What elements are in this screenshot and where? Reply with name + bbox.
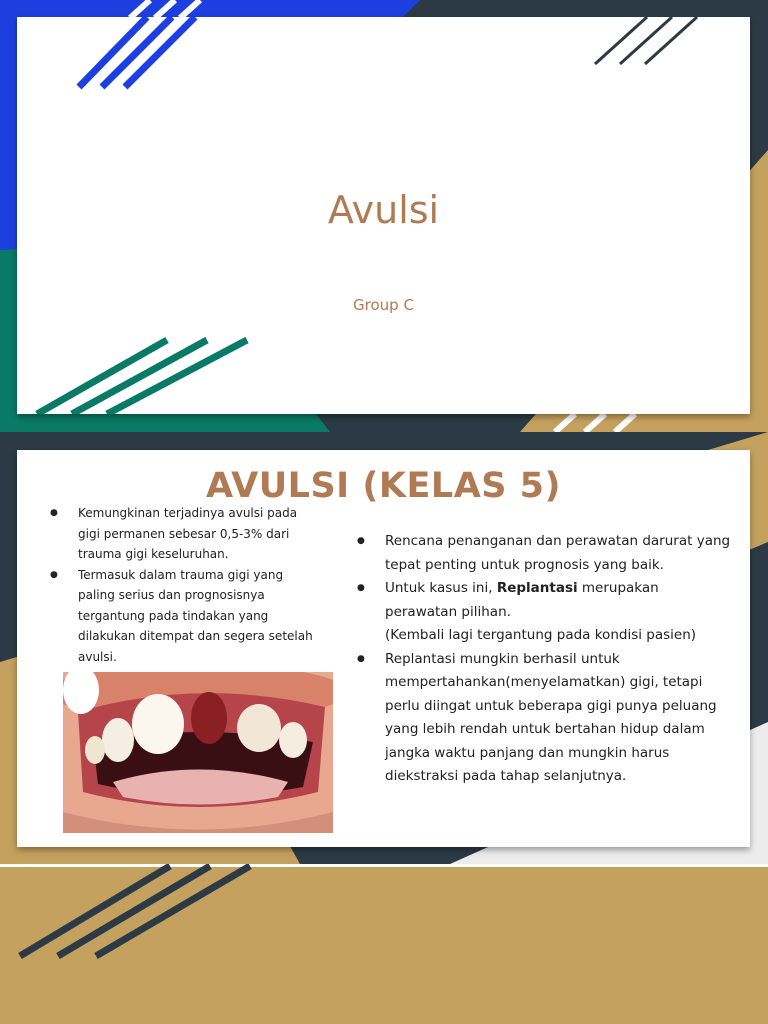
right-bullet-list bbox=[357, 530, 732, 789]
replantasi-emphasis: Replantasi bbox=[496, 580, 578, 596]
list-item: ● Rencana penanganan dan perawatan darurat yang tepat penting untuk prognosis yang baik. bbox=[357, 530, 732, 577]
list-item bbox=[357, 577, 732, 648]
list-item: ● Replantasi mungkin berhasil untuk mempertahankan(menyelamatkan) gigi, tetapi perlu diingat untuk beberapa gigi punya peluang yang lebih rendah untuk bertahan hidup dalam jangka waktu panjang dan mungkin harus diekstraksi pada tahap selanjutnya. bbox=[357, 648, 732, 789]
list-item-note: (Kembali lagi tergantung pada kondisi pasien) bbox=[385, 627, 697, 643]
slide-3-decor bbox=[0, 864, 768, 1024]
slide-3-background bbox=[0, 864, 768, 1024]
list-item-text: Untuk kasus ini, bbox=[385, 580, 497, 596]
list-item-text: merupakan perawatan pilihan. bbox=[385, 580, 659, 620]
slide-1-card bbox=[17, 17, 750, 414]
list-item: ● Kemungkinan terjadinya avulsi pada gigi permanen sebesar 0,5-3% dari trauma gigi keseluruhan. bbox=[50, 503, 315, 565]
slide-1-title: Avulsi bbox=[327, 188, 440, 232]
slide-2-title: AVULSI (KELAS 5) bbox=[205, 466, 562, 506]
list-item: ● Termasuk dalam trauma gigi yang paling serius dan prognosisnya tergantung pada tindakan yang dilakukan ditempat dan segera setelah avulsi. bbox=[50, 565, 315, 668]
left-bullet-list bbox=[50, 503, 315, 667]
avulsed-tooth-photo bbox=[63, 672, 333, 833]
slide-1-subtitle: Group C bbox=[353, 296, 414, 314]
